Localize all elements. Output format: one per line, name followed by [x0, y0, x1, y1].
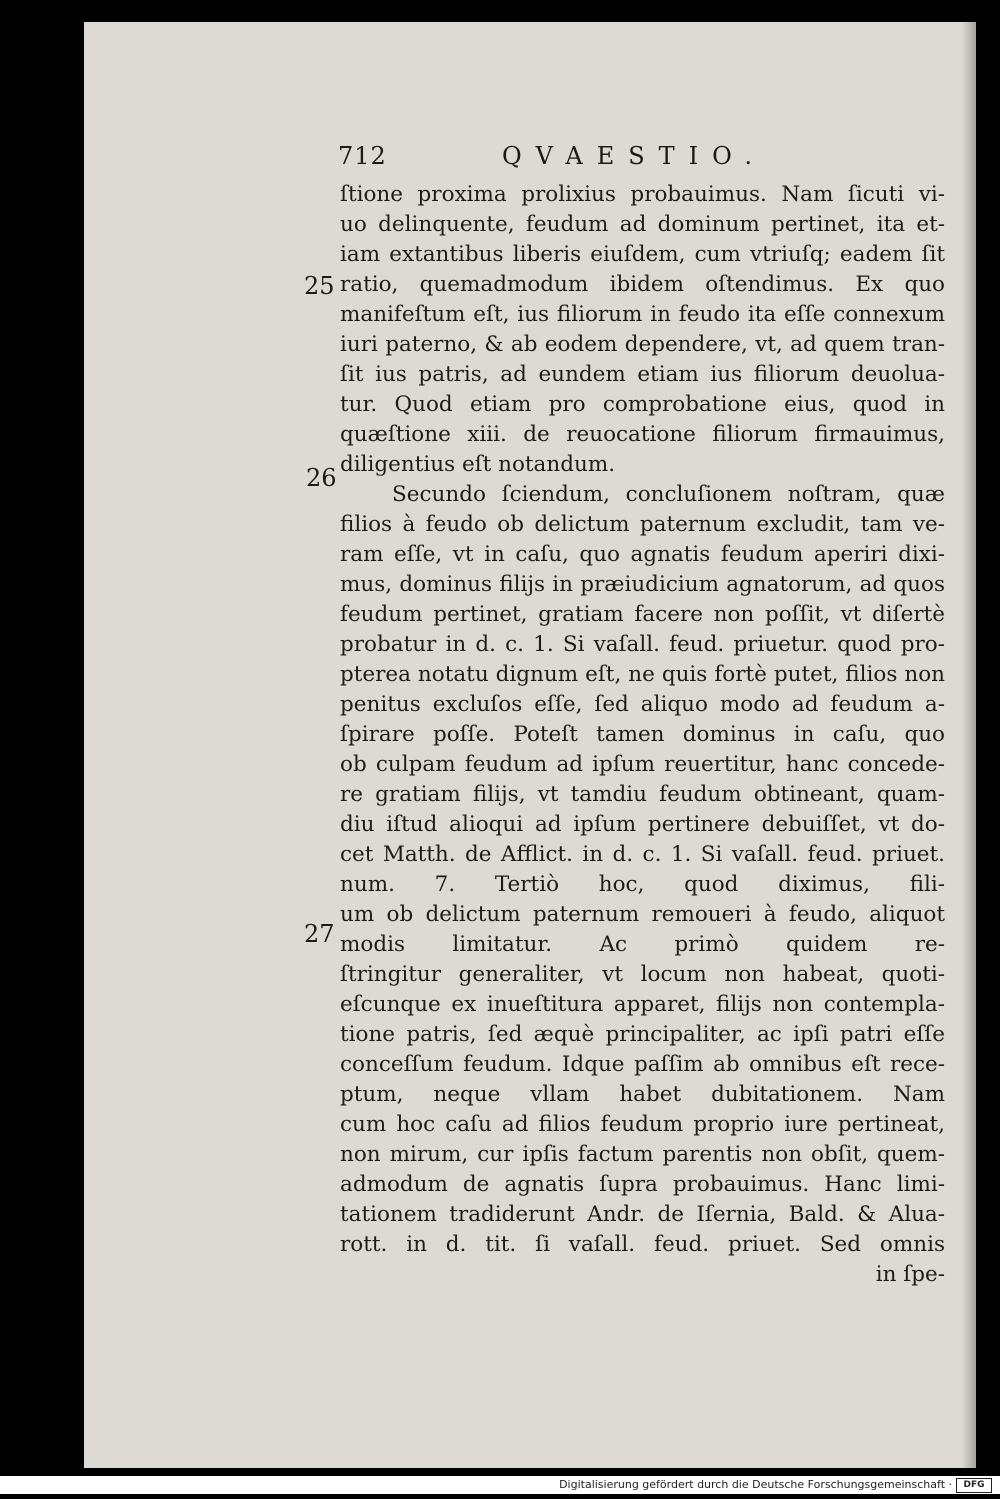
page-number: 712 [338, 142, 387, 170]
text-line: tur. Quod etiam pro comprobatione eius, quod in [340, 392, 945, 417]
text-line: iuri paterno, & ab eodem dependere, vt, ad quem tran- [340, 332, 945, 357]
text-line: re gratiam filijs, vt tamdiu feudum obtineant, quam- [340, 782, 945, 807]
body-text [340, 180, 945, 1290]
text-line: diu iſtud alioqui ad ipſum pertinere debuiſſet, vt do- [340, 812, 945, 837]
text-line: uo delinquente, feudum ad dominum pertinet, ita et- [340, 212, 945, 237]
margin-number-27: 27 [304, 920, 335, 948]
text-line: tationem tradiderunt Andr. de Iſernia, Bald. & Alua- [340, 1202, 945, 1227]
text-line: Secundo ſciendum, concluſionem noſtram, quæ [392, 482, 945, 507]
text-line: eſcunque ex inueſtitura apparet, filijs non contempla- [340, 992, 945, 1017]
text-line: um ob delictum paternum remoueri à feudo, aliquot [340, 902, 945, 927]
text-line: pterea notatu dignum eſt, ne quis fortè putet, filios non [340, 662, 945, 687]
text-line: modis limitatur. Ac primò quidem re- [340, 932, 945, 957]
text-line: iam extantibus liberis eiuſdem, cum vtriuſq; eadem ſit [340, 242, 945, 267]
text-line: penitus excluſos eſſe, ſed aliquo modo ad feudum a- [340, 692, 945, 717]
text-line: ram eſſe, vt in caſu, quo agnatis feudum aperiri dixi- [340, 542, 945, 567]
text-line: ſpirare poſſe. Poteſt tamen dominus in caſu, quo [340, 722, 945, 747]
text-line: ſtringitur generaliter, vt locum non habeat, quoti- [340, 962, 945, 987]
running-title: QVAESTIO. [502, 142, 767, 170]
funding-note: Digitalisierung gefördert durch die Deutsche Forschungsgemeinschaft · [559, 1478, 952, 1491]
text-line: num. 7. Tertiò hoc, quod diximus, fili- [340, 872, 945, 897]
footer-bar [0, 1476, 1000, 1494]
text-line: mus, dominus filijs in præiudicium agnatorum, ad quos [340, 572, 945, 597]
text-line: admodum de agnatis ſupra probauimus. Hanc limi- [340, 1172, 945, 1197]
margin-number-26: 26 [306, 464, 337, 492]
text-line: ob culpam feudum ad ipſum reuertitur, hanc concede- [340, 752, 945, 777]
text-line: ſtione proxima prolixius probauimus. Nam ſicuti vi- [340, 182, 945, 207]
text-line: ptum, neque vllam habet dubitationem. Nam [340, 1082, 945, 1107]
text-line: cet Matth. de Afflict. in d. c. 1. Si vaſall. feud. priuet. [340, 842, 945, 867]
text-line: ratio, quemadmodum ibidem oſtendimus. Ex quo [340, 272, 945, 297]
text-line: non mirum, cur ipſis factum parentis non obſit, quem- [340, 1142, 945, 1167]
text-line: quæſtione xiii. de reuocatione filiorum firmauimus, [340, 422, 945, 447]
text-line: diligentius eſt notandum. [340, 452, 616, 477]
catchword: in ſpe- [875, 1262, 945, 1287]
text-line: ſit ius patris, ad eundem etiam ius filiorum deuolua- [340, 362, 945, 387]
text-line: rott. in d. tit. ſi vaſall. feud. priuet. Sed omnis [340, 1232, 945, 1257]
text-line: filios à feudo ob delictum paternum excludit, tam ve- [340, 512, 945, 537]
text-line: manifeſtum eſt, ius filiorum in feudo ita eſſe connexum [340, 302, 945, 327]
page-header [338, 142, 938, 176]
text-line: cum hoc caſu ad filios feudum proprio iure pertineat, [340, 1112, 945, 1137]
text-line: probatur in d. c. 1. Si vaſall. feud. priuetur. quod pro- [340, 632, 945, 657]
text-line: tione patris, ſed æquè principaliter, ac ipſi patri eſſe [340, 1022, 945, 1047]
text-line: conceſſum feudum. Idque paſſim ab omnibus eſt rece- [340, 1052, 945, 1077]
margin-number-25: 25 [304, 272, 335, 300]
dfg-logo: DFG [956, 1478, 992, 1493]
text-line: feudum pertinet, gratiam facere non poſſit, vt diſertè [340, 602, 945, 627]
